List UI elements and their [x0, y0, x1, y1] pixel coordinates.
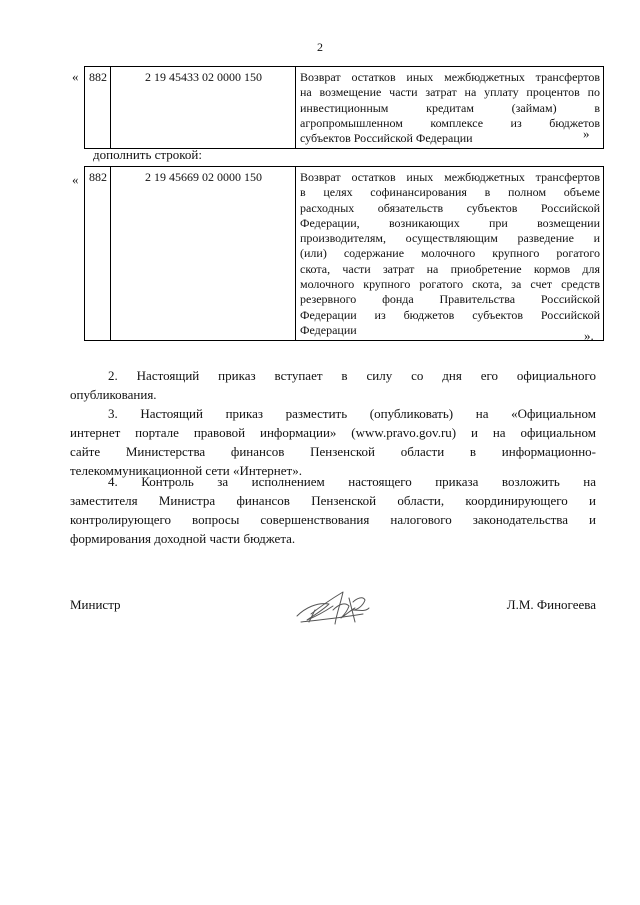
desc-line: Федерации из бюджетов субъектов Российской [300, 307, 600, 322]
table1-close-quote: » [583, 126, 590, 141]
signer-role: Министр [70, 597, 121, 612]
table2-desc [296, 167, 604, 341]
paragraph-line: сайте Министерства финансов Пензенской области в информационно- [70, 444, 596, 459]
desc-line: производителям, осуществляющим разведение и [300, 231, 600, 246]
desc-line: молочного крупного рогатого скота, за счет средств [300, 277, 600, 292]
desc-line: Федерации, возникающих при возмещении [300, 215, 600, 230]
desc-line: субъектов Российской Федерации [300, 131, 473, 146]
table1-col2: 2 19 45433 02 0000 150 [111, 67, 296, 149]
desc-line: Возврат остатков иных межбюджетных трансфертов [300, 70, 600, 84]
table2-close-quote: ». [584, 328, 594, 343]
paragraph-line: интернет портале правовой информации» (www.pravo.gov.ru) и на официальном [70, 425, 596, 440]
desc-line: на возмещение части затрат на уплату процентов по [300, 85, 600, 100]
table1-open-quote: « [72, 69, 79, 84]
table-row [85, 167, 604, 341]
desc-line: резервного фонда Правительства Российской [300, 292, 600, 307]
handwritten-signature [293, 580, 383, 637]
desc-line: Федерации [300, 322, 357, 337]
table2-col1: 882 [85, 167, 111, 341]
between-text: дополнить строкой: [93, 147, 202, 162]
paragraph-line: телекоммуникационной сети «Интернет». [70, 463, 302, 478]
paragraph-3 [70, 404, 596, 480]
desc-line: агропромышленном комплексе из бюджетов [300, 115, 600, 130]
paragraph-4 [70, 472, 596, 548]
table1-col1: 882 [85, 67, 111, 149]
desc-line: Возврат остатков иных межбюджетных трансфертов [300, 170, 600, 184]
paragraph-2 [70, 366, 596, 404]
desc-line: (или) содержание молочного крупного рогатого [300, 246, 600, 261]
desc-line: в целях софинансирования в полном объеме [300, 185, 600, 200]
paragraph-line: 2. Настоящий приказ вступает в силу со дня его официального [108, 368, 596, 383]
paragraph-line: 3. Настоящий приказ разместить (опубликовать) на «Официальном [108, 406, 596, 421]
desc-line: инвестиционным кредитам (займам) в [300, 100, 600, 115]
table2-open-quote: « [72, 172, 79, 187]
paragraph-line: опубликования. [70, 387, 157, 402]
paragraph-line: формирования доходной части бюджета. [70, 531, 296, 546]
table1 [84, 66, 604, 149]
paragraph-line: 4. Контроль за исполнением настоящего приказа возложить на [108, 474, 596, 489]
table2-col2: 2 19 45669 02 0000 150 [111, 167, 296, 341]
desc-line: скота, части затрат на приобретение кормов для [300, 261, 600, 276]
table-row [85, 67, 604, 149]
page-number: 2 [317, 40, 323, 54]
table1-desc [296, 67, 604, 149]
desc-line: расходных обязательств субъектов Российской [300, 200, 600, 215]
signer-name: Л.М. Финогеева [506, 597, 596, 612]
paragraph-line: контролирующего вопросы совершенствования налогового законодательства и [70, 512, 596, 527]
paragraph-line: заместителя Министра финансов Пензенской области, координирующего и [70, 493, 596, 508]
table2 [84, 166, 604, 341]
